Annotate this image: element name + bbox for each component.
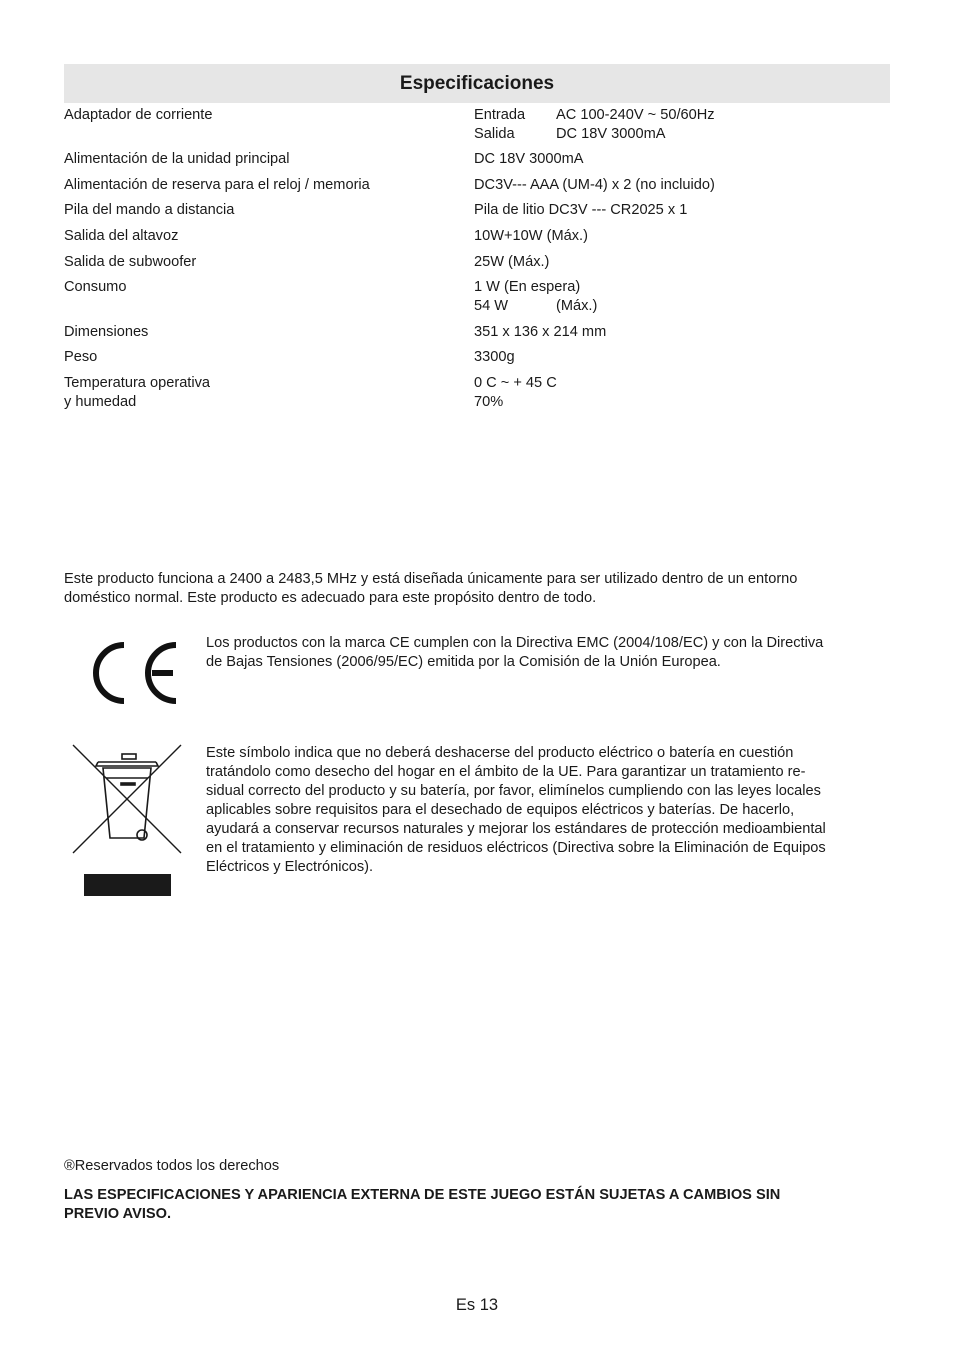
- spec-value: [474, 150, 890, 169]
- spec-value: [474, 348, 890, 367]
- spec-value: [474, 227, 890, 246]
- spec-label-line: Salida de subwoofer: [64, 254, 197, 270]
- specification-change-notice: LAS ESPECIFICACIONES Y APARIENCIA EXTERNA DE ESTE JUEGO ESTÁN SUJETAS A CAMBIOS SIN PREVIO AVISO.: [64, 1187, 781, 1222]
- spec-label: [64, 348, 464, 367]
- spec-label: [64, 253, 464, 272]
- frequency-note: Este producto funciona a 2400 a 2483,5 MHz y está diseñada únicamente para ser utilizado dentro de un entorno doméstico normal. Este producto es adecuado para este propósito dentro de todo.: [64, 571, 798, 606]
- spec-value: [474, 278, 890, 316]
- spec-value-line: 3300g: [474, 349, 515, 365]
- spec-value-line: DC 18V 3000mA: [474, 151, 584, 167]
- spec-label-line: Adaptador de corriente: [64, 107, 213, 123]
- rights-reserved: ®Reservados todos los derechos: [64, 1158, 280, 1174]
- spec-label: [64, 106, 464, 125]
- spec-label-line: Salida del altavoz: [64, 228, 179, 244]
- spec-value-pair: [474, 297, 890, 316]
- spec-label: [64, 278, 464, 297]
- spec-value-key: Entrada: [474, 107, 526, 123]
- page-number: Es 13: [455, 1296, 499, 1314]
- spec-label: [64, 374, 464, 412]
- spec-label: [64, 323, 464, 342]
- spec-label-line: Peso: [64, 349, 98, 365]
- spec-value: [474, 374, 890, 412]
- spec-value-line: 0 C ~ + 45 C: [474, 375, 557, 391]
- spec-value-pair: [474, 125, 890, 144]
- spec-value-line: 1 W (En espera): [474, 279, 581, 295]
- spec-value-line: 70%: [474, 394, 504, 410]
- spec-value: [474, 176, 890, 195]
- weee-description: Este símbolo indica que no deberá deshacerse del producto eléctrico o batería en cuestión tratándolo como desecho del hogar en el ámbito de la UE. Para garantizar un tratamiento re- sidual correcto del producto y su batería, por favor, elimínelos cumpliendo con las leyes locales aplicables sobre requisitos para el desechado de equipos eléctricos y baterías. De hacerlo, ayudará a conservar recursos naturales y mejorar los estándares de protección medioambiental en el tratamiento y eliminación de residuos eléctricos (Directiva sobre la Eliminación de Equipos Eléctricos y Electrónicos).: [206, 745, 826, 875]
- spec-value-key: Salida: [474, 126, 515, 142]
- spec-value-text: (Máx.): [556, 298, 598, 314]
- spec-label-line: Pila del mando a distancia: [64, 202, 235, 218]
- spec-value-key: 54 W: [474, 298, 509, 314]
- ce-description: Los productos con la marca CE cumplen con la Directiva EMC (2004/108/EC) y con la Directiva de Bajas Tensiones (2006/95/EC) emitida por la Comisión de la Unión Europea.: [206, 635, 824, 670]
- spec-value-text: DC 18V 3000mA: [556, 126, 666, 142]
- spec-label: [64, 176, 464, 195]
- spec-label-line: Alimentación de la unidad principal: [64, 151, 290, 167]
- spec-label: [64, 150, 464, 169]
- spec-value: [474, 201, 890, 220]
- spec-label: [64, 227, 464, 246]
- spec-label-line: Consumo: [64, 279, 127, 295]
- spec-value: [474, 106, 890, 144]
- spec-value: [474, 323, 890, 342]
- spec-value-line: 351 x 136 x 214 mm: [474, 324, 607, 340]
- spec-value-line: DC3V--- AAA (UM-4) x 2 (no incluido): [474, 177, 715, 193]
- weee-black-bar: [84, 874, 171, 896]
- spec-label-line: Alimentación de reserva para el reloj / memoria: [64, 177, 370, 193]
- ce-mark-icon: [80, 638, 180, 708]
- spec-label-line: y humedad: [64, 394, 137, 410]
- spec-value-text: AC 100-240V ~ 50/60Hz: [556, 107, 715, 123]
- spec-label-line: Dimensiones: [64, 324, 149, 340]
- spec-value-pair: [474, 106, 890, 125]
- spec-value-line: 10W+10W (Máx.): [474, 228, 588, 244]
- spec-value-line: Pila de litio DC3V --- CR2025 x 1: [474, 202, 688, 218]
- page-title: Especificaciones: [64, 64, 890, 103]
- spec-value: [474, 253, 890, 272]
- spec-label-line: Temperatura operativa: [64, 375, 211, 391]
- spec-label: [64, 201, 464, 220]
- crossed-out-wheelie-bin-icon: [70, 742, 184, 856]
- spec-value-line: 25W (Máx.): [474, 254, 550, 270]
